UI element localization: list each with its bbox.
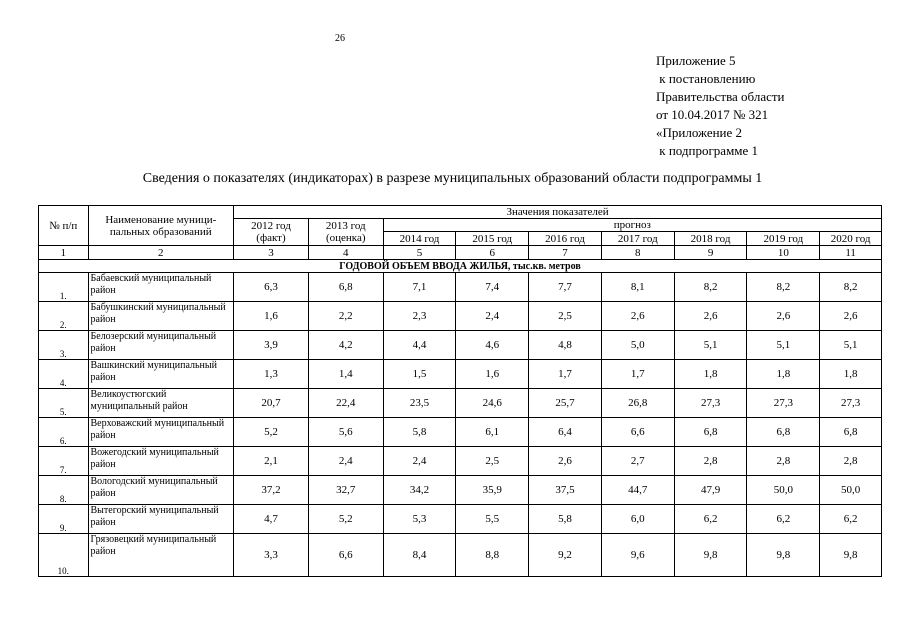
header-year: 2019 год xyxy=(747,232,820,246)
indicator-value: 9,6 xyxy=(601,534,674,577)
indicator-value: 6,4 xyxy=(529,418,602,447)
row-number: 9. xyxy=(39,505,89,534)
header-year: 2016 год xyxy=(529,232,602,246)
indicator-value: 2,1 xyxy=(234,447,309,476)
indicator-value: 8,2 xyxy=(674,273,747,302)
indicator-value: 27,3 xyxy=(820,389,882,418)
header-forecast: прогноз xyxy=(383,219,881,232)
header-year: 2017 год xyxy=(601,232,674,246)
indicator-value: 6,2 xyxy=(674,505,747,534)
column-number: 9 xyxy=(674,246,747,260)
indicator-value: 20,7 xyxy=(234,389,309,418)
indicator-value: 2,8 xyxy=(674,447,747,476)
indicator-value: 2,4 xyxy=(383,447,456,476)
indicator-value: 5,1 xyxy=(820,331,882,360)
district-name: Грязовецкий муниципальный район xyxy=(88,534,234,577)
indicator-value: 50,0 xyxy=(820,476,882,505)
indicator-value: 6,2 xyxy=(747,505,820,534)
indicator-value: 7,4 xyxy=(456,273,529,302)
indicator-value: 2,7 xyxy=(601,447,674,476)
indicator-value: 8,2 xyxy=(747,273,820,302)
indicator-value: 6,2 xyxy=(820,505,882,534)
indicator-value: 27,3 xyxy=(674,389,747,418)
table-row xyxy=(39,447,882,476)
indicator-value: 2,8 xyxy=(747,447,820,476)
indicator-value: 1,8 xyxy=(747,360,820,389)
indicator-value: 2,6 xyxy=(674,302,747,331)
indicator-value: 25,7 xyxy=(529,389,602,418)
indicator-value: 4,4 xyxy=(383,331,456,360)
indicator-value: 9,2 xyxy=(529,534,602,577)
header-year: 2015 год xyxy=(456,232,529,246)
district-name: Верховажский муниципальный район xyxy=(88,418,234,447)
header-year: 2012 год (факт) xyxy=(234,219,309,246)
page-number: 26 xyxy=(335,33,345,44)
column-number: 3 xyxy=(234,246,309,260)
indicator-value: 1,4 xyxy=(308,360,383,389)
row-number: 5. xyxy=(39,389,89,418)
indicator-value: 8,8 xyxy=(456,534,529,577)
header-year: 2013 год (оценка) xyxy=(308,219,383,246)
indicator-value: 2,6 xyxy=(820,302,882,331)
district-name: Вытегорский муниципальный район xyxy=(88,505,234,534)
indicator-value: 7,7 xyxy=(529,273,602,302)
indicator-value: 6,8 xyxy=(820,418,882,447)
table-row xyxy=(39,418,882,447)
indicator-value: 6,0 xyxy=(601,505,674,534)
column-number: 5 xyxy=(383,246,456,260)
indicator-value: 1,5 xyxy=(383,360,456,389)
indicator-value: 3,9 xyxy=(234,331,309,360)
indicator-value: 8,1 xyxy=(601,273,674,302)
indicator-value: 37,2 xyxy=(234,476,309,505)
appendix-line: «Приложение 2 xyxy=(656,125,743,140)
row-number: 7. xyxy=(39,447,89,476)
indicator-value: 8,2 xyxy=(820,273,882,302)
header-name: Наименование муници-пальных образований xyxy=(88,206,234,246)
indicator-value: 27,3 xyxy=(747,389,820,418)
row-number: 1. xyxy=(39,273,89,302)
indicator-value: 2,6 xyxy=(747,302,820,331)
row-number: 6. xyxy=(39,418,89,447)
table-row xyxy=(39,360,882,389)
table-row xyxy=(39,331,882,360)
row-number: 3. xyxy=(39,331,89,360)
indicator-value: 5,3 xyxy=(383,505,456,534)
indicator-value: 5,2 xyxy=(308,505,383,534)
indicator-value: 2,8 xyxy=(820,447,882,476)
indicator-value: 50,0 xyxy=(747,476,820,505)
indicator-value: 1,6 xyxy=(234,302,309,331)
appendix-line: Правительства области xyxy=(656,89,785,104)
indicator-value: 1,3 xyxy=(234,360,309,389)
indicator-value: 2,6 xyxy=(529,447,602,476)
indicator-value: 5,2 xyxy=(234,418,309,447)
district-name: Бабаевский муниципальный район xyxy=(88,273,234,302)
indicator-value: 1,8 xyxy=(820,360,882,389)
indicator-value: 4,2 xyxy=(308,331,383,360)
indicator-value: 9,8 xyxy=(747,534,820,577)
indicator-value: 4,6 xyxy=(456,331,529,360)
indicator-value: 4,7 xyxy=(234,505,309,534)
indicator-value: 3,3 xyxy=(234,534,309,577)
indicator-value: 1,6 xyxy=(456,360,529,389)
indicator-value: 9,8 xyxy=(820,534,882,577)
column-number: 1 xyxy=(39,246,89,260)
indicator-value: 2,5 xyxy=(456,447,529,476)
column-number: 4 xyxy=(308,246,383,260)
indicator-value: 2,5 xyxy=(529,302,602,331)
column-number: 7 xyxy=(529,246,602,260)
table-row xyxy=(39,389,882,418)
appendix-line: от 10.04.2017 № 321 xyxy=(656,107,769,122)
indicator-value: 8,4 xyxy=(383,534,456,577)
indicator-value: 47,9 xyxy=(674,476,747,505)
indicator-value: 6,8 xyxy=(674,418,747,447)
indicator-value: 1,7 xyxy=(601,360,674,389)
column-number: 2 xyxy=(88,246,234,260)
appendix-header xyxy=(656,52,785,160)
indicator-value: 2,3 xyxy=(383,302,456,331)
indicator-value: 5,5 xyxy=(456,505,529,534)
section-title: ГОДОВОЙ ОБЪЕМ ВВОДА ЖИЛЬЯ, тыс.кв. метров xyxy=(39,260,882,273)
indicator-value: 35,9 xyxy=(456,476,529,505)
header-values-group: Значения показателей xyxy=(234,206,882,219)
column-number: 6 xyxy=(456,246,529,260)
indicator-value: 6,8 xyxy=(747,418,820,447)
column-number: 11 xyxy=(820,246,882,260)
appendix-line: к постановлению xyxy=(656,71,756,86)
column-number: 10 xyxy=(747,246,820,260)
indicator-value: 24,6 xyxy=(456,389,529,418)
indicator-value: 5,8 xyxy=(529,505,602,534)
table-row xyxy=(39,534,882,577)
section-row xyxy=(39,260,882,273)
indicator-value: 6,3 xyxy=(234,273,309,302)
district-name: Вологодский муниципальный район xyxy=(88,476,234,505)
row-number: 10. xyxy=(39,534,89,577)
indicator-value: 6,8 xyxy=(308,273,383,302)
indicator-value: 9,8 xyxy=(674,534,747,577)
column-number-row xyxy=(39,246,882,260)
indicator-value: 4,8 xyxy=(529,331,602,360)
table-row xyxy=(39,273,882,302)
indicator-value: 1,8 xyxy=(674,360,747,389)
indicator-value: 5,0 xyxy=(601,331,674,360)
indicator-value: 37,5 xyxy=(529,476,602,505)
header-year: 2018 год xyxy=(674,232,747,246)
column-number: 8 xyxy=(601,246,674,260)
indicator-value: 22,4 xyxy=(308,389,383,418)
table-row xyxy=(39,302,882,331)
indicator-value: 2,2 xyxy=(308,302,383,331)
appendix-line: Приложение 5 xyxy=(656,53,736,68)
indicator-value: 2,6 xyxy=(601,302,674,331)
indicator-value: 5,8 xyxy=(383,418,456,447)
district-name: Вожегодский муниципальный район xyxy=(88,447,234,476)
row-number: 2. xyxy=(39,302,89,331)
indicator-value: 23,5 xyxy=(383,389,456,418)
indicator-value: 6,6 xyxy=(308,534,383,577)
header-year: 2020 год xyxy=(820,232,882,246)
district-name: Вашкинский муниципальный район xyxy=(88,360,234,389)
header-num: № п/п xyxy=(39,206,89,246)
indicator-value: 6,6 xyxy=(601,418,674,447)
indicator-value: 6,1 xyxy=(456,418,529,447)
district-name: Белозерский муниципальный район xyxy=(88,331,234,360)
indicator-value: 7,1 xyxy=(383,273,456,302)
indicator-value: 5,6 xyxy=(308,418,383,447)
indicator-value: 1,7 xyxy=(529,360,602,389)
indicator-value: 34,2 xyxy=(383,476,456,505)
indicator-value: 5,1 xyxy=(747,331,820,360)
row-number: 8. xyxy=(39,476,89,505)
appendix-line: к подпрограмме 1 xyxy=(656,143,759,158)
indicator-value: 5,1 xyxy=(674,331,747,360)
header-year: 2014 год xyxy=(383,232,456,246)
district-name: Великоустюгский муниципальный район xyxy=(88,389,234,418)
document-title: Сведения о показателях (индикаторах) в разрезе муниципальных образований области подпрограммы 1 xyxy=(142,171,763,186)
table-row xyxy=(39,505,882,534)
indicator-value: 2,4 xyxy=(308,447,383,476)
indicator-value: 32,7 xyxy=(308,476,383,505)
table-row xyxy=(39,476,882,505)
indicator-value: 2,4 xyxy=(456,302,529,331)
district-name: Бабушкинский муниципальный район xyxy=(88,302,234,331)
indicators-table xyxy=(38,205,882,577)
indicator-value: 44,7 xyxy=(601,476,674,505)
indicator-value: 26,8 xyxy=(601,389,674,418)
row-number: 4. xyxy=(39,360,89,389)
